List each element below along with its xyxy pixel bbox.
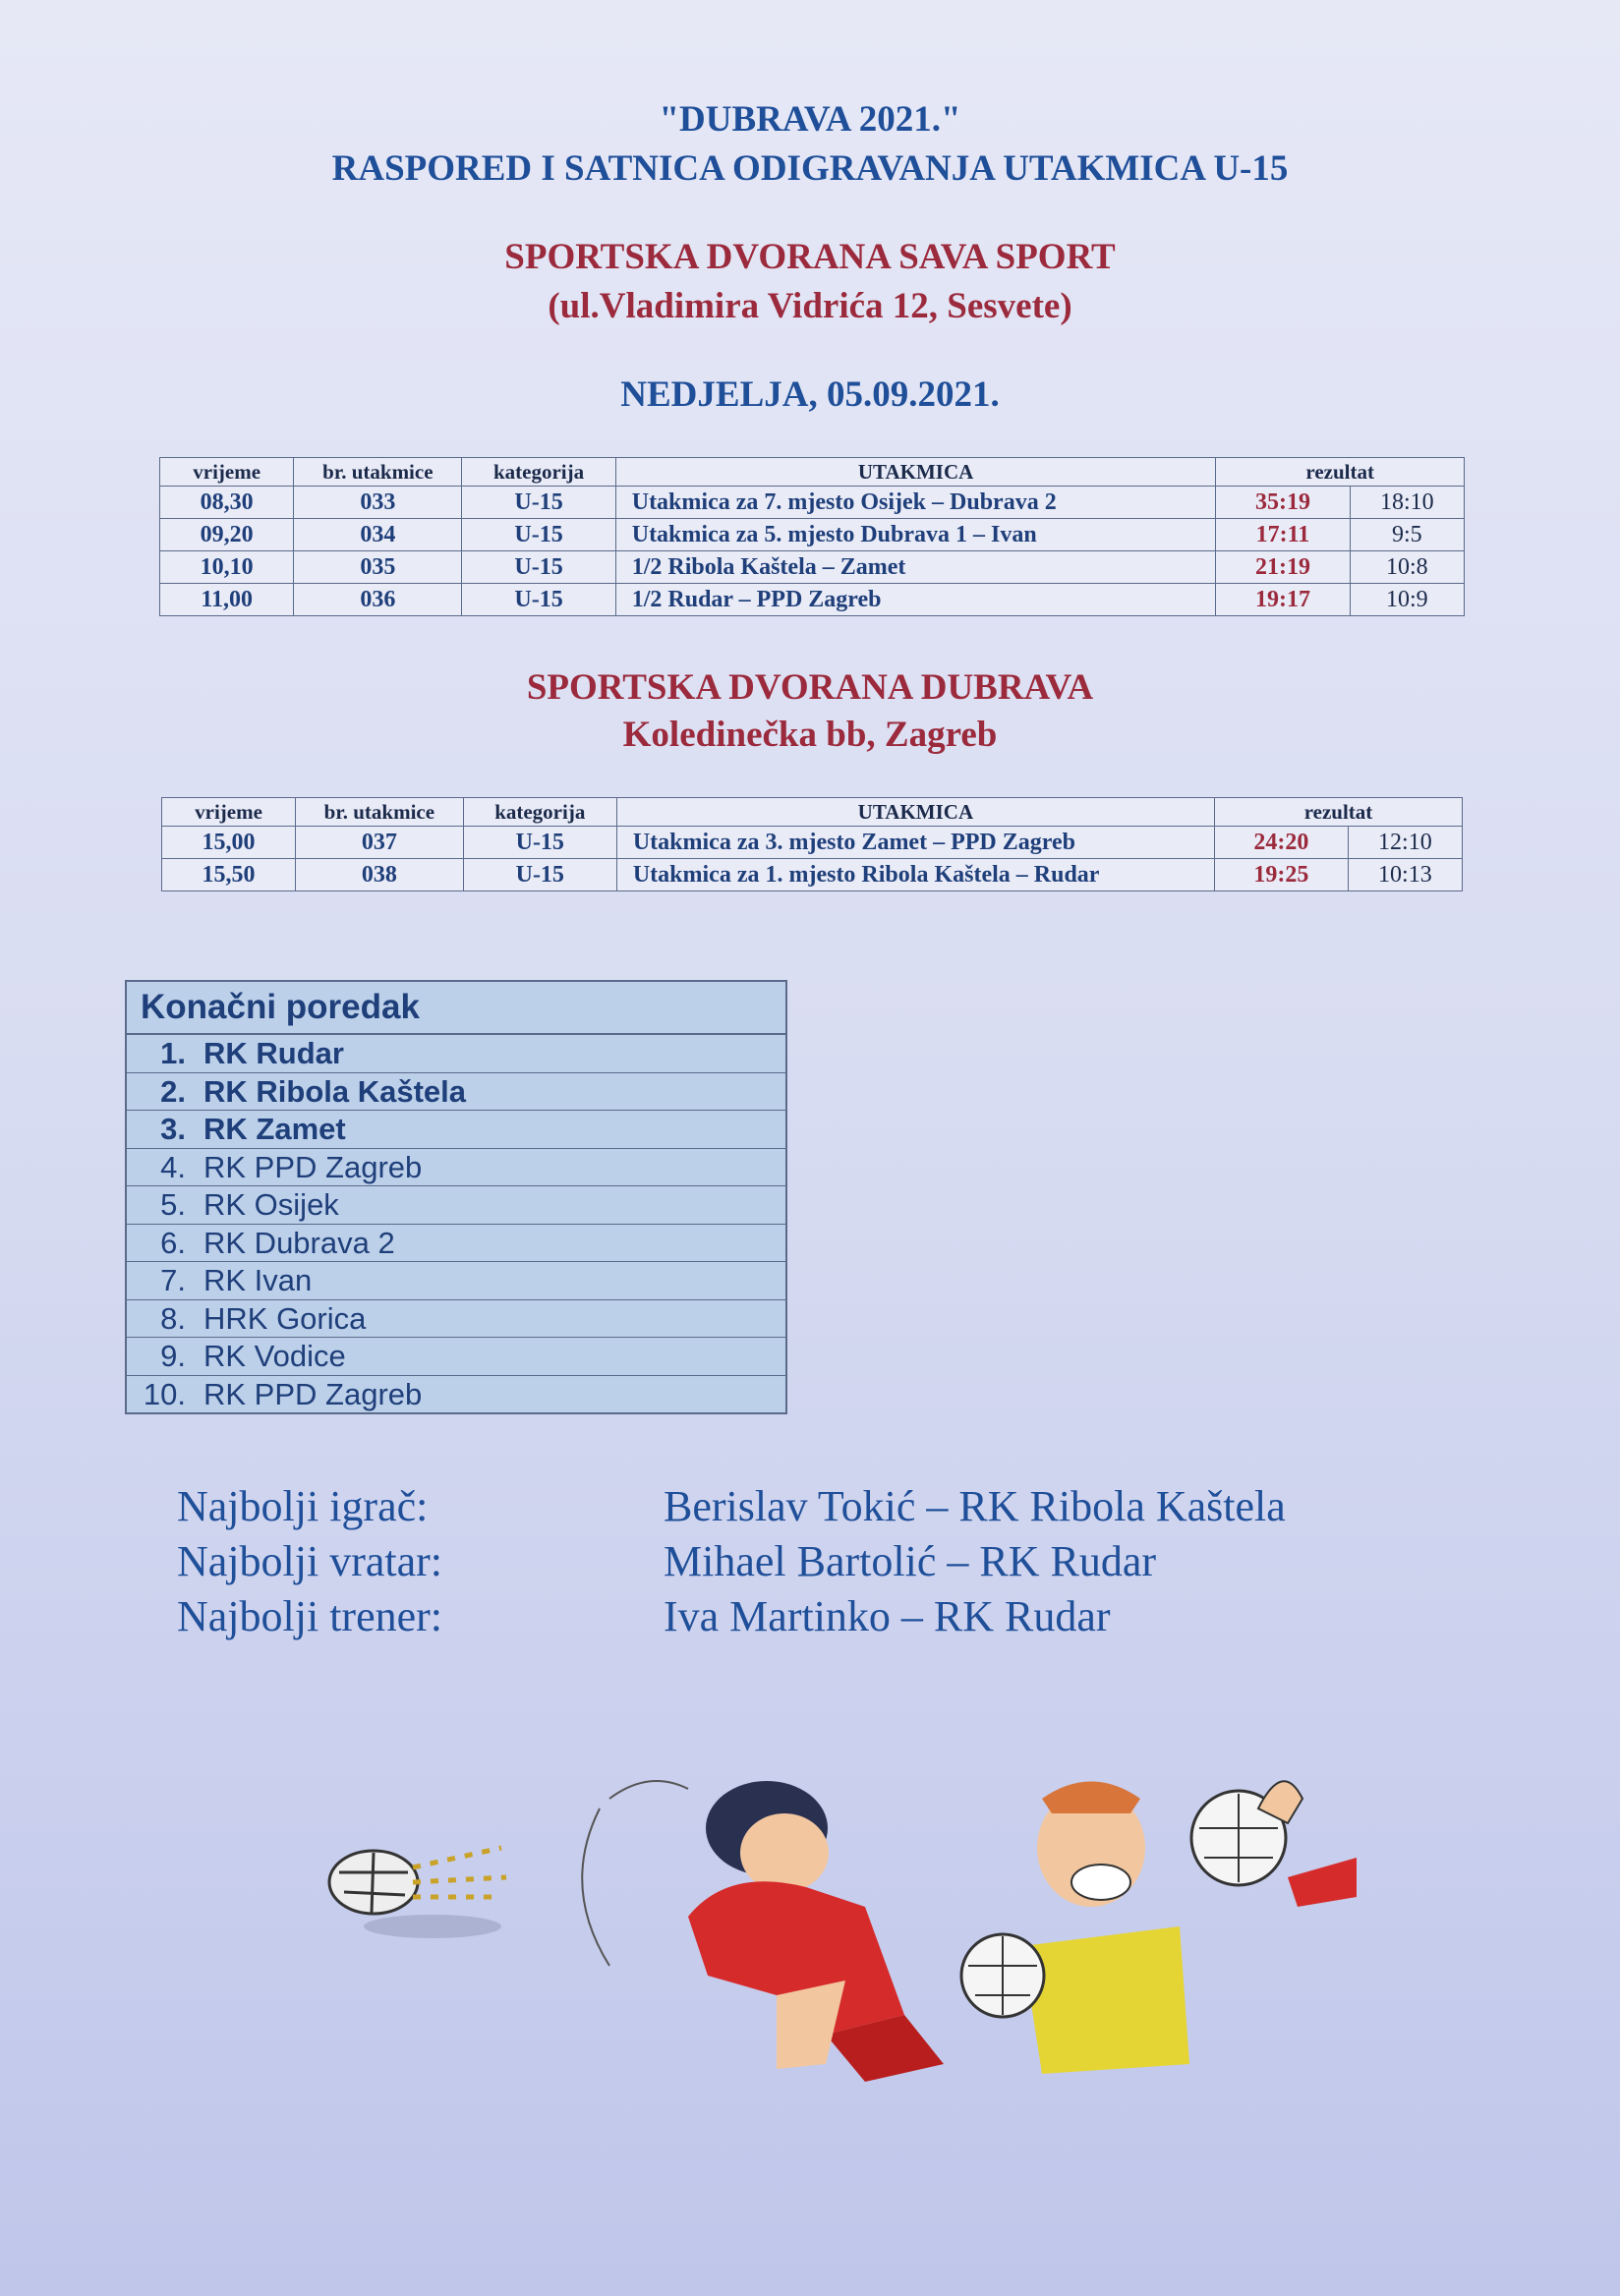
table-row [160,584,1465,616]
final-standings [125,980,787,1414]
standing-team: HRK Gorica [203,1300,367,1336]
cell-score: 35:19 [1216,487,1350,519]
schedule-table-2 [161,797,1463,891]
cell-category: U-15 [462,584,615,616]
cell-match: 1/2 Rudar – PPD Zagreb [615,584,1216,616]
standing-team: RK Zamet [203,1112,346,1146]
standing-position: 1. [160,1036,186,1070]
table-header-row [162,798,1463,827]
table-header-row [160,458,1465,487]
standing-position: 2. [160,1073,186,1109]
standing-position: 10. [143,1376,186,1411]
match-date: NEDJELJA, 05.09.2021. [620,374,1000,415]
award-value: Berislav Tokić – RK Ribola Kaštela [664,1482,1286,1530]
standings-title: Konačni poredak [127,982,785,1035]
standing-position: 6. [160,1225,186,1260]
standing-position: 3. [160,1112,186,1146]
table-row [162,859,1463,891]
cell-time: 08,30 [160,487,294,519]
table-row [160,487,1465,519]
list-item [127,1149,785,1187]
handball-players-cartoon-icon [315,1769,1357,2084]
table-row [162,827,1463,859]
cell-match-no: 034 [294,519,462,551]
header-match: UTAKMICA [615,458,1216,487]
award-label: Najbolji igrač: [177,1482,429,1530]
cell-time: 10,10 [160,551,294,584]
cell-match-no: 037 [296,827,464,859]
award-best-goalkeeper [177,1534,1455,1589]
award-label: Najbolji trener: [177,1592,443,1640]
cell-category: U-15 [463,859,616,891]
cell-match: Utakmica za 3. mjesto Zamet – PPD Zagreb [616,827,1214,859]
cell-score: 19:25 [1214,859,1348,891]
cell-match: 1/2 Ribola Kaštela – Zamet [615,551,1216,584]
cell-time: 15,00 [162,827,296,859]
cell-halftime: 12:10 [1348,827,1462,859]
list-item [127,1376,785,1413]
cell-match: Utakmica za 5. mjesto Dubrava 1 – Ivan [615,519,1216,551]
standing-position: 8. [160,1300,186,1336]
cell-category: U-15 [463,827,616,859]
standing-team: RK PPD Zagreb [203,1149,423,1184]
header-match-no: br. utakmice [296,798,464,827]
cell-score: 19:17 [1216,584,1350,616]
table-row [160,519,1465,551]
list-item [127,1035,785,1073]
venue2-name: SPORTSKA DVORANA DUBRAVA [526,667,1094,708]
cell-time: 11,00 [160,584,294,616]
header-result: rezultat [1214,798,1462,827]
awards-section [177,1479,1455,1644]
header-time: vrijeme [162,798,296,827]
cell-match-no: 033 [294,487,462,519]
cell-halftime: 9:5 [1350,519,1464,551]
list-item [127,1225,785,1263]
list-item [127,1262,785,1300]
cell-match-no: 036 [294,584,462,616]
cell-time: 15,50 [162,859,296,891]
cell-category: U-15 [462,519,615,551]
standing-team: RK Rudar [203,1036,344,1070]
header-match: UTAKMICA [616,798,1214,827]
header-category: kategorija [462,458,615,487]
cell-category: U-15 [462,487,615,519]
venue2-address: Koledinečka bb, Zagreb [622,715,998,755]
cell-match: Utakmica za 7. mjesto Osijek – Dubrava 2 [615,487,1216,519]
cell-score: 17:11 [1216,519,1350,551]
list-item [127,1111,785,1149]
header-time: vrijeme [160,458,294,487]
cell-category: U-15 [462,551,615,584]
award-value: Mihael Bartolić – RK Rudar [664,1537,1157,1585]
list-item [127,1073,785,1112]
header-category: kategorija [463,798,616,827]
cell-halftime: 18:10 [1350,487,1464,519]
standing-position: 4. [160,1149,186,1184]
cell-score: 24:20 [1214,827,1348,859]
standing-position: 7. [160,1263,186,1297]
cell-time: 09,20 [160,519,294,551]
venue1-name: SPORTSKA DVORANA SAVA SPORT [504,237,1116,277]
cell-match-no: 035 [294,551,462,584]
cell-score: 21:19 [1216,551,1350,584]
document-subtitle: RASPORED I SATNICA ODIGRAVANJA UTAKMICA U-15 [331,148,1289,189]
header-result: rezultat [1216,458,1465,487]
list-item [127,1300,785,1339]
schedule-table-1 [159,457,1465,616]
award-label: Najbolji vratar: [177,1537,443,1585]
award-best-coach [177,1589,1455,1644]
list-item [127,1338,785,1376]
document-title: "DUBRAVA 2021." [659,99,961,140]
standing-team: RK Ivan [203,1263,313,1297]
standing-position: 9. [160,1339,186,1373]
cell-halftime: 10:8 [1350,551,1464,584]
standing-position: 5. [160,1187,186,1222]
award-value: Iva Martinko – RK Rudar [664,1592,1111,1640]
cell-halftime: 10:13 [1348,859,1462,891]
cell-halftime: 10:9 [1350,584,1464,616]
standing-team: RK Dubrava 2 [203,1225,395,1260]
header-match-no: br. utakmice [294,458,462,487]
venue1-address: (ul.Vladimira Vidrića 12, Sesvete) [548,286,1072,326]
cell-match-no: 038 [296,859,464,891]
table-row [160,551,1465,584]
list-item [127,1186,785,1225]
standing-team: RK Vodice [203,1339,346,1373]
standing-team: RK Ribola Kaštela [203,1073,467,1109]
standing-team: RK Osijek [203,1187,339,1222]
award-best-player [177,1479,1455,1534]
standing-team: RK PPD Zagreb [203,1376,423,1411]
cell-match: Utakmica za 1. mjesto Ribola Kaštela – Rudar [616,859,1214,891]
